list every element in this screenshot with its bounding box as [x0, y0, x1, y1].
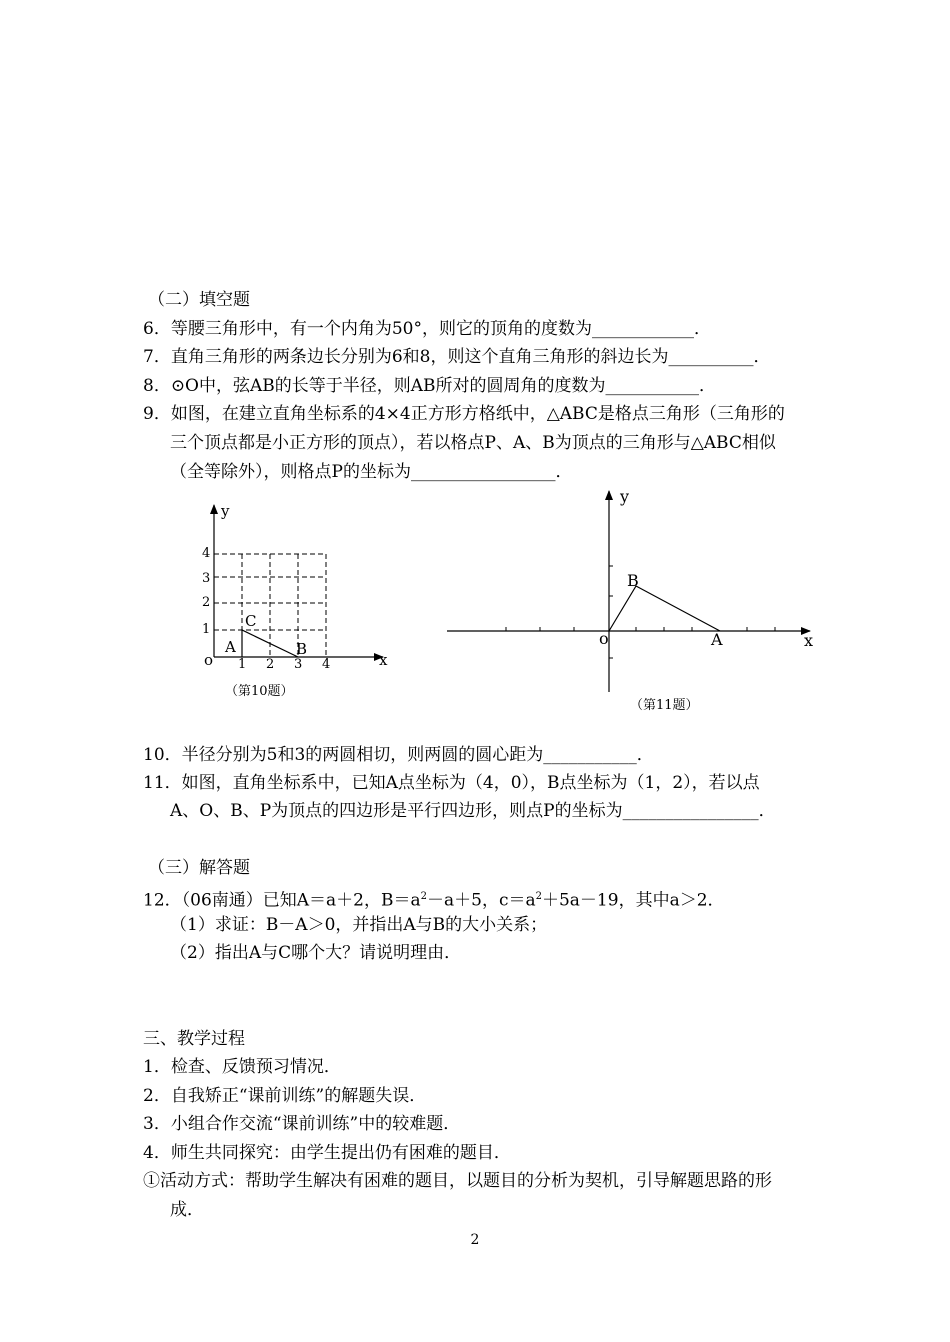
question-12-part-2: （2）指出A与C哪个大？请说明理由． [170, 943, 462, 963]
y-tick-1: 1 [202, 622, 211, 637]
activity-line-1: ①活动方式：帮助学生解决有困难的题目，以题目的分析为契机，引导解题思路的形 [143, 1171, 772, 1191]
y-tick-4: 4 [202, 546, 211, 561]
y-axis-label: y [221, 502, 230, 520]
question-9-line-3: （全等除外），则格点P的坐标为_________________． [170, 462, 573, 482]
figure-11-caption: （第11题） [630, 698, 699, 713]
section-title-solutions: （三）解答题 [148, 858, 250, 878]
page-number: 2 [470, 1232, 480, 1248]
q12-middle: －a＋5，c＝a [427, 890, 536, 911]
segment-o-b-a [609, 586, 720, 631]
q12-suffix: ＋5a－19，其中a＞2． [541, 890, 725, 911]
x-tick-4: 4 [322, 657, 331, 672]
x-tick-3: 3 [294, 657, 303, 672]
x-axis-label: x [379, 651, 388, 669]
question-9-line-2: 三个顶点都是小正方形的顶点），若以格点P、A、B为顶点的三角形与△ABC相似 [170, 433, 776, 453]
figure-10-caption: （第10题） [225, 684, 294, 699]
point-c-label: C [245, 612, 257, 630]
question-11-line-2: A、O、B、P为顶点的四边形是平行四边形，则点P的坐标为________________． [170, 801, 776, 821]
q12-exponent-2: 2 [535, 891, 542, 902]
question-10: 10．半径分别为5和3的两圆相切，则两圆的圆心距为___________． [143, 745, 654, 765]
point-a-label: A [711, 630, 723, 649]
y-tick-2: 2 [202, 595, 211, 610]
activity-line-2: 成． [170, 1200, 204, 1220]
x-tick-1: 1 [238, 657, 247, 672]
x-axis-label: x [804, 631, 814, 650]
y-axis-label: y [620, 487, 630, 506]
point-b-label: B [627, 571, 639, 590]
question-12 [143, 886, 725, 912]
x-tick-2: 2 [266, 657, 275, 672]
origin-label: o [599, 629, 609, 648]
teaching-step-1: 1．检查、反馈预习情况． [143, 1057, 341, 1077]
teaching-step-4: 4．师生共同探究：由学生提出仍有困难的题目． [143, 1143, 511, 1163]
figure-11 [440, 482, 825, 720]
question-6: 6．等腰三角形中，有一个内角为50°，则它的顶角的度数为____________． [143, 319, 711, 339]
y-tick-3: 3 [202, 571, 211, 586]
point-a-label: A [225, 638, 236, 656]
q12-exponent-1: 2 [420, 891, 427, 902]
point-b-label: B [296, 640, 308, 658]
teaching-process-title: 三、教学过程 [143, 1029, 245, 1049]
origin-label: o [204, 651, 214, 669]
section-title-fill-in: （二）填空题 [148, 290, 250, 310]
question-9-line-1: 9．如图，在建立直角坐标系的4×4正方形方格纸中，△ABC是格点三角形（三角形的 [143, 404, 785, 424]
question-7: 7．直角三角形的两条边长分别为6和8，则这个直角三角形的斜边长为__________． [143, 347, 771, 367]
teaching-step-3: 3．小组合作交流“课前训练”中的较难题． [143, 1114, 461, 1134]
q12-prefix: 12．（06南通）已知A＝a＋2，B＝a [143, 890, 421, 911]
teaching-step-2: 2．自我矫正“课前训练”的解题失误． [143, 1086, 427, 1106]
figure-10 [195, 495, 405, 710]
question-8: 8．⊙O中，弦AB的长等于半径，则AB所对的圆周角的度数为___________． [143, 376, 717, 396]
question-11-line-1: 11．如图，直角坐标系中，已知A点坐标为（4，0），B点坐标为（1，2），若以点 [143, 773, 760, 793]
question-12-part-1: （1）求证：B－A＞0，并指出A与B的大小关系； [170, 915, 548, 935]
